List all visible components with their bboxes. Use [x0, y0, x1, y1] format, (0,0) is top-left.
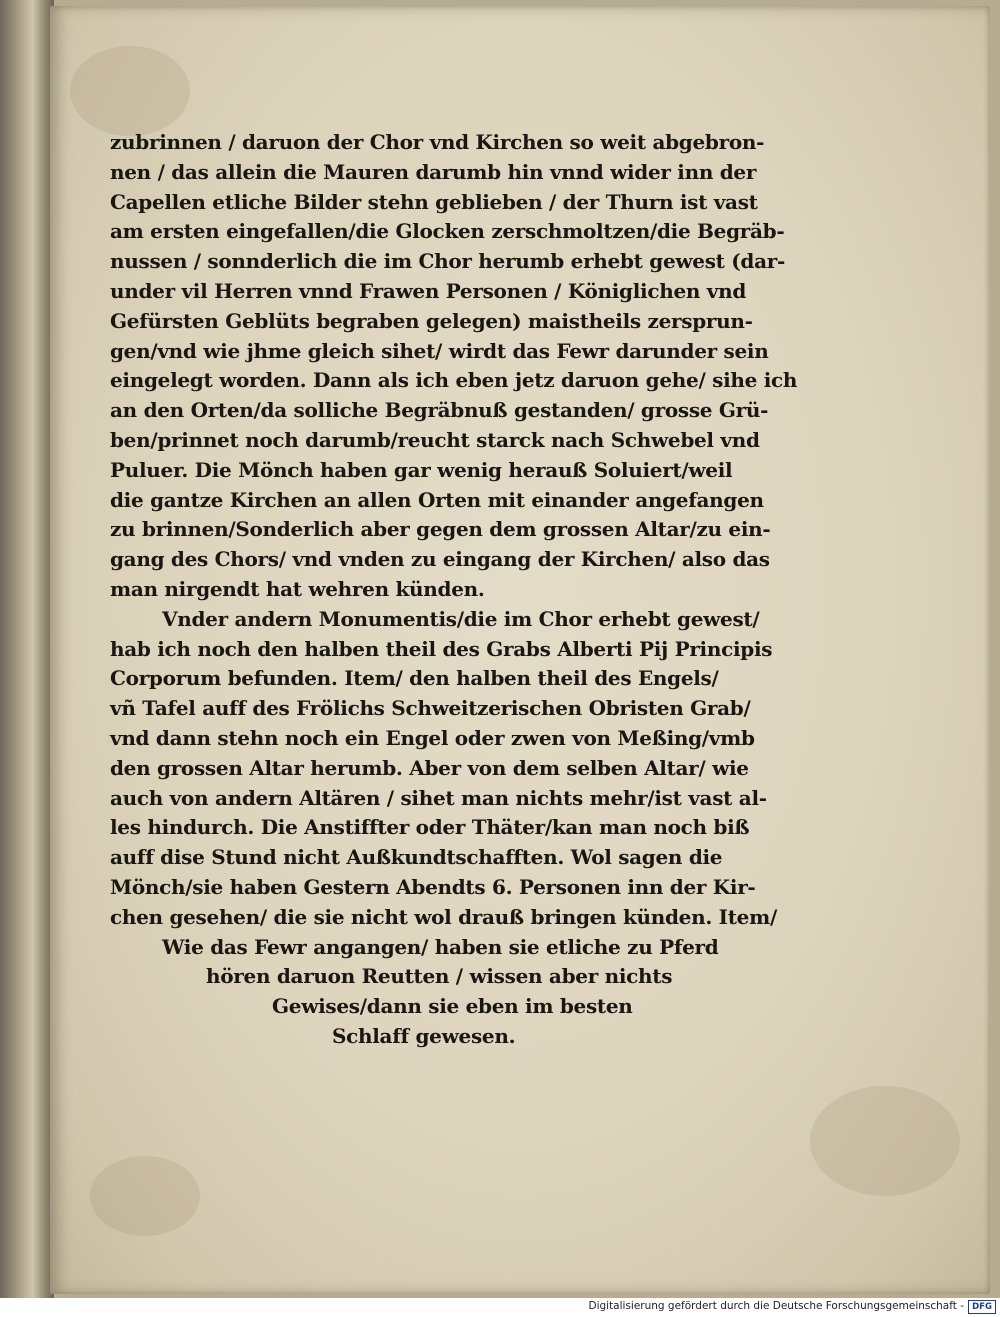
text-line: les hindurch. Die Anstiffter oder Thäter/kan man noch biß	[110, 815, 750, 840]
text-line: ben/prinnet noch darumb/reucht starck nach Schwebel vnd	[110, 427, 760, 452]
text-line: eingelegt worden. Dann als ich eben jetz daruon gehe/ sihe ich	[110, 368, 798, 393]
text-line: auch von andern Altären / sihet man nichts mehr/ist vast al-	[110, 785, 767, 810]
text-line: vñ Tafel auff des Frölichs Schweitzerischen Obristen Grab/	[110, 696, 751, 721]
body-text	[110, 128, 830, 1052]
text-line: hab ich noch den halben theil des Grabs Alberti Pij Principis	[110, 636, 773, 661]
funding-credit: Digitalisierung gefördert durch die Deutsche Forschungsgemeinschaft -	[588, 1300, 964, 1312]
text-line: vnd dann stehn noch ein Engel oder zwen von Meßing/vmb	[110, 725, 755, 750]
text-line: zubrinnen / daruon der Chor vnd Kirchen so weit abgebron-	[110, 130, 765, 154]
text-line: auff dise Stund nicht Außkundtschafften. Wol sagen die	[110, 845, 723, 870]
text-line: man nirgendt hat wehren künden.	[110, 576, 485, 601]
text-line: under vil Herren vnnd Frawen Personen / Königlichen vnd	[110, 278, 747, 303]
text-line: zu brinnen/Sonderlich aber gegen dem grossen Altar/zu ein-	[110, 517, 771, 542]
text-line: nen / das allein die Mauren darumb hin vnnd wider inn der	[110, 159, 757, 184]
text-line: Schlaff gewesen.	[332, 1023, 516, 1048]
text-line: Wie das Fewr angangen/ haben sie etliche zu Pferd	[162, 934, 719, 959]
text-line: chen gesehen/ die sie nicht wol drauß bringen künden. Item/	[110, 904, 777, 929]
text-line: Vnder andern Monumentis/die im Chor erhebt gewest/	[162, 606, 760, 631]
text-line: gang des Chors/ vnd vnden zu eingang der Kirchen/ also das	[110, 547, 770, 572]
paper-stain	[70, 46, 190, 136]
text-line: gen/vnd wie jhme gleich sihet/ wirdt das Fewr darunder sein	[110, 338, 769, 363]
dfg-logo-icon: DFG	[968, 1300, 996, 1314]
text-line: Mönch/sie haben Gestern Abendts 6. Personen inn der Kir-	[110, 874, 756, 899]
text-line: Gewises/dann sie eben im besten	[272, 994, 633, 1019]
text-line: Gefürsten Geblüts begraben gelegen) maistheils zersprun-	[110, 308, 753, 333]
text-line: an den Orten/da solliche Begräbnuß gestanden/ grosse Grü-	[110, 398, 769, 423]
text-line: Puluer. Die Mönch haben gar wenig herauß Soluiert/weil	[110, 457, 733, 482]
text-line: die gantze Kirchen an allen Orten mit einander angefangen	[110, 487, 764, 512]
text-line: Capellen etliche Bilder stehn geblieben / der Thurn ist vast	[110, 189, 758, 214]
paper-stain	[90, 1156, 200, 1236]
footer-bar	[0, 1298, 1000, 1317]
text-line: Corporum befunden. Item/ den halben theil des Engels/	[110, 666, 719, 691]
text-line: nussen / sonnderlich die im Chor herumb erhebt gewest (dar-	[110, 249, 786, 274]
paper-stain	[810, 1086, 960, 1196]
text-line: hören daruon Reutten / wissen aber nichts	[206, 964, 673, 989]
text-line: den grossen Altar herumb. Aber von dem selben Altar/ wie	[110, 755, 749, 780]
text-line: am ersten eingefallen/die Glocken zerschmoltzen/die Begräb-	[110, 219, 785, 244]
book-spine	[0, 0, 54, 1298]
